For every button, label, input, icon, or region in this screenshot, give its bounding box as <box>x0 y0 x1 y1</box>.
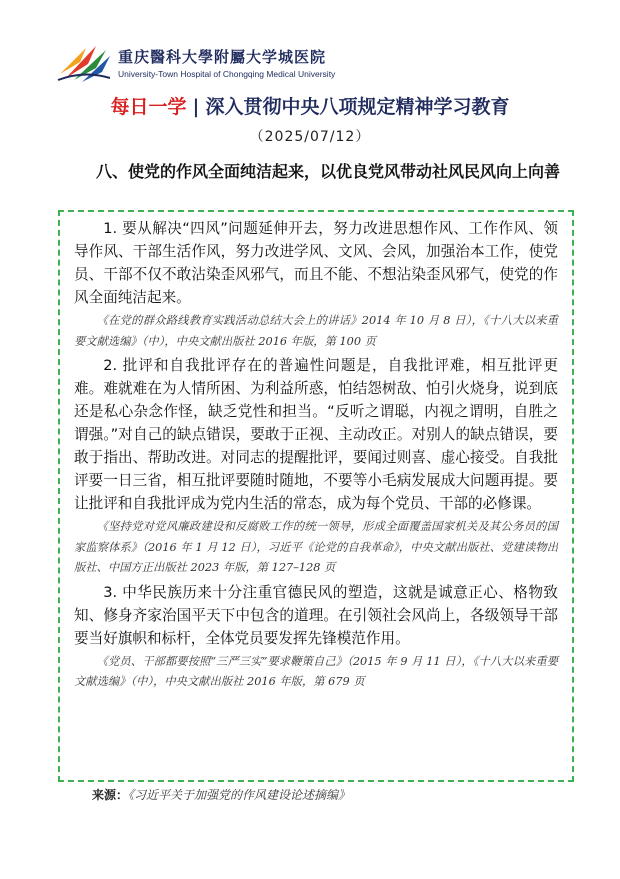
publish-date: （2025/07/12） <box>249 129 371 145</box>
title-separator: | <box>192 96 200 118</box>
item-2-citation: 《坚持党对党风廉政建设和反腐败工作的统一领导，形成全面覆盖国家机关及其公务员的国家监察体系》（2016 年 1 月 12 日），习近平《论党的自我革命》，中央文献出版社、党建读物出版社、中国方正出版社 2023 年版，第 127–128 页 <box>74 520 558 574</box>
item-1-text: 1. 要从解决“四风”问题延伸开去，努力改进思想作风、工作作风、领导作风、干部生活作风，努力改进学风、文风、会风，加强治本工作，使党员、干部不仅不敢沾染歪风邪气，而且不能、不想沾染歪风邪气，使党的作风全面纯洁起来。 <box>74 220 558 306</box>
hospital-name-en: University-Town Hospital of Chongqing Medical University <box>118 68 336 79</box>
source-text: 《习近平关于加强党的作风建设论述摘编》 <box>128 788 351 802</box>
hospital-name-cn: 重庆醫科大學附屬大学城医院 <box>118 47 327 66</box>
item-1-citation: 《在党的群众路线教育实践活动总结大会上的讲话》2014 年 10 月 8 日），《十八大以来重要文献选编》（中），中央文献出版社 2016 年版，第 100 页 <box>74 314 558 348</box>
item-3-citation: 《党员、干部都要按照“三严三实”要求鞭策自己》（2015 年 9 月 11 日），《十八大以来重要文献选编》（中），中央文献出版社 2016 年版，第 679 页 <box>74 654 558 688</box>
hospital-header <box>56 40 335 84</box>
source-line <box>92 786 350 803</box>
hospital-logo-icon <box>56 40 112 84</box>
item-3-text: 3. 中华民族历来十分注重官德民风的塑造，这就是诚意正心、格物致知、修身齐家治国平天下中包含的道理。在引领社会风尚上，各级领导干部要当好旗帜和标杆，全体党员要发挥先锋模范作用。 <box>74 583 558 647</box>
content-box <box>58 210 574 782</box>
item-2-text: 2. 批评和自我批评存在的普遍性问题是，自我批评难，相互批评更难。难就难在为人情所困、为利益所惑，怕结怨树敌、怕引火烧身，说到底还是私心杂念作怪，缺乏党性和担当。“反听之谓聪，内视之谓明，自胜之谓强。”对自己的缺点错误，要敢于正视、主动改正。对别人的缺点错误，要敢于指出、帮助改进。对同志的提醒批评，要闻过则喜、虚心接受。自我批评要一日三省，相互批评要随时随地，不要等小毛病发展成大问题再提。要让批评和自我批评成为党内生活的常态，成为每个党员、干部的必修课。 <box>74 357 558 512</box>
title-main: 深入贯彻中央八项规定精神学习教育 <box>205 96 510 118</box>
source-label: 来源： <box>92 788 129 802</box>
hospital-name <box>118 46 335 79</box>
section-title: 八、使党的作风全面纯洁起来，以优良党风带动社风民风向上向善 <box>96 162 561 181</box>
title-prefix: 每日一学 <box>110 96 187 118</box>
page-title <box>0 92 620 119</box>
